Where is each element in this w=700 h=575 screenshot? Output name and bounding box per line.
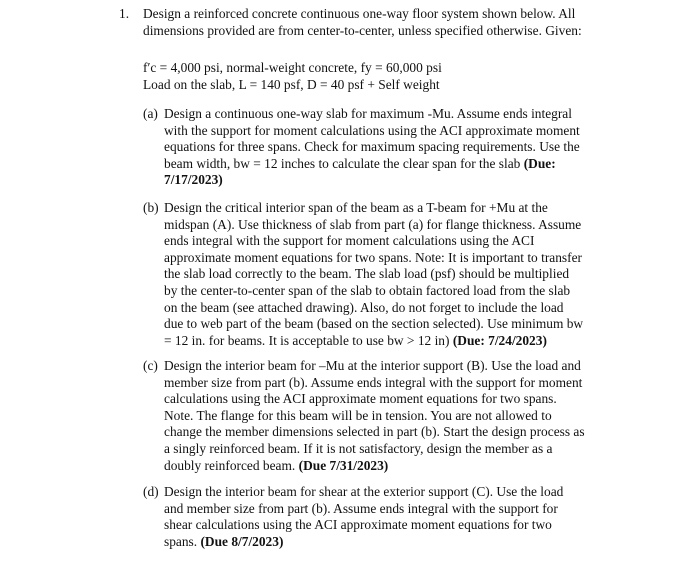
part-line: calculations using the ACI approximate moment equations for two spans. [164, 391, 557, 407]
part-line: shear calculations using the ACI approximate moment equations for two [164, 517, 552, 533]
due-date: (Due 8/7/2023) [200, 533, 284, 549]
due-date: (Due: [523, 155, 556, 171]
part-label: (c) [143, 358, 158, 373]
part-line: midspan (A). Use thickness of slab from part (a) for flange thickness. Assume [164, 216, 582, 232]
part-line: spans. [164, 533, 198, 549]
given-line: f′c = 4,000 psi, normal-weight concrete, fy = 60,000 psi [143, 60, 442, 75]
intro-line: Design a reinforced concrete continuous one-way floor system shown below. All [143, 6, 576, 21]
part-line: the slab load correctly to the beam. The slab load (psf) should be multiplied [164, 266, 570, 282]
due-date: 7/17/2023) [164, 172, 223, 188]
part-line: Design the interior beam for shear at the exterior support (C). Use the load [164, 484, 564, 499]
part-line: due to web part of the beam (based on the section selected). Use minimum bw [164, 316, 584, 332]
part-line: = 12 in. for beams. It is acceptable to use bw > 12 in) [164, 332, 450, 348]
part-line: approximate moment equations for two spans. Note: It is important to transfer [164, 249, 582, 265]
part-line: on the beam (see attached drawing). Also, do not forget to include the load [164, 299, 564, 315]
part-line: Note. The flange for this beam will be in tension. You are not allowed to [164, 407, 552, 423]
given-line: Load on the slab, L = 140 psf, D = 40 psf + Self weight [143, 76, 440, 92]
part-b-text [164, 200, 604, 349]
part-line: ends integral with the support for moment calculations using the ACI [164, 233, 535, 249]
problem-intro [143, 6, 643, 39]
part-line: doubly reinforced beam. [164, 457, 296, 473]
part-line: with the support for moment calculations using the ACI approximate moment [164, 122, 580, 138]
part-d-text [164, 484, 604, 550]
due-date: (Due 7/31/2023) [298, 457, 389, 473]
part-line: member size from part (b). Assume ends integral with the support for moment [164, 374, 583, 390]
part-a-text [164, 106, 604, 189]
part-label: (d) [143, 484, 159, 499]
part-line: and member size from part (b). Assume ends integral with the support for [164, 500, 558, 516]
part-line: Design the critical interior span of the beam as a T-beam for +Mu at the [164, 200, 548, 215]
part-c-text [164, 358, 604, 474]
intro-line: dimensions provided are from center-to-center, unless specified otherwise. Given: [143, 22, 582, 38]
part-line: change the member dimensions selected in part (b). Start the design process as [164, 424, 585, 440]
part-label: (a) [143, 106, 158, 121]
part-line: Design the interior beam for –Mu at the interior support (B). Use the load and [164, 358, 581, 373]
part-line: Design a continuous one-way slab for maximum -Mu. Assume ends integral [164, 106, 572, 121]
problem-number: 1. [119, 6, 130, 21]
part-line: by the center-to-center span of the slab to obtain factored load from the slab [164, 282, 571, 298]
part-line: a singly reinforced beam. If it is not satisfactory, design the member as a [164, 440, 553, 456]
due-date: (Due: 7/24/2023) [452, 332, 547, 348]
part-label: (b) [143, 200, 159, 215]
part-line: beam width, bw = 12 inches to calculate the clear span for the slab [164, 155, 521, 171]
given-values [143, 60, 643, 93]
part-line: equations for three spans. Check for maximum spacing requirements. Use the [164, 139, 580, 155]
